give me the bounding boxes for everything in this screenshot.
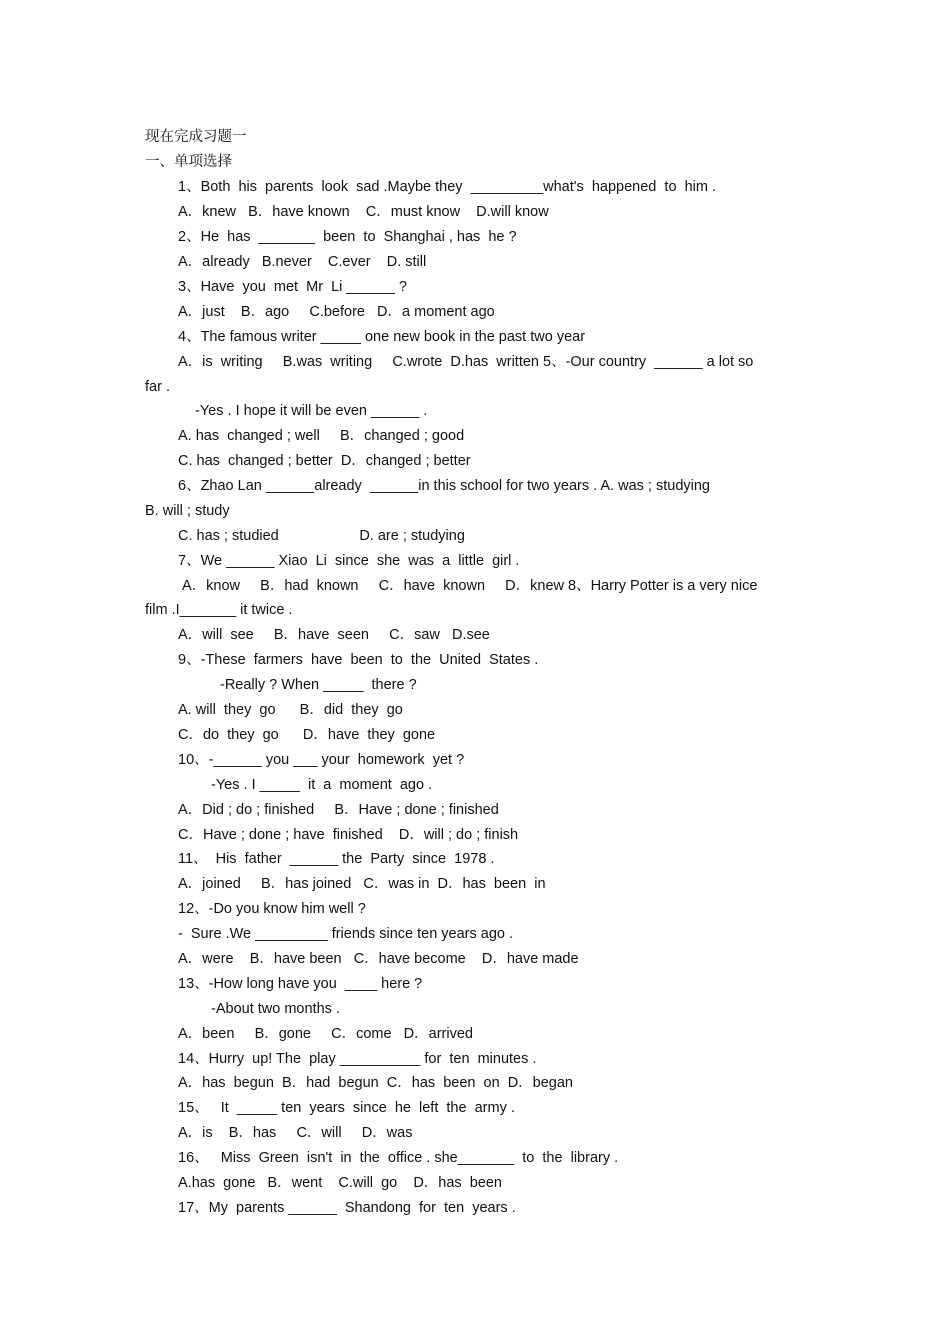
option-line: A．Did ; do ; finished B．Have ; done ; finished	[178, 802, 499, 818]
question-line: 14、Hurry up! The play __________ for ten minutes .	[178, 1051, 537, 1067]
question-line: 13、-How long have you ____ here ?	[178, 976, 423, 992]
option-line: A. will they go B．did they go	[178, 702, 403, 718]
section-heading: 一、单项选择	[145, 154, 232, 170]
option-line: C．Have ; done ; have finished D．will ; do ; finish	[178, 827, 519, 843]
option-line: A. has changed ; well B．changed ; good	[178, 428, 465, 444]
option-line: A．will see B．have seen C．saw D.see	[178, 627, 490, 643]
question-line: 2、He has _______ been to Shanghai , has he ?	[178, 229, 517, 245]
question-line: 15、 It _____ ten years since he left the army .	[178, 1100, 515, 1116]
question-line: 17、My parents ______ Shandong for ten years .	[178, 1200, 516, 1216]
continuation-line: far .	[145, 379, 170, 395]
option-line: B. will ; study	[145, 503, 230, 519]
dialogue-line: -Really ? When _____ there ?	[220, 677, 417, 693]
option-line: A．been B．gone C．come D．arrived	[178, 1026, 473, 1042]
question-line: 4、The famous writer _____ one new book in the past two year	[178, 329, 586, 345]
question-line: 6、Zhao Lan ______already ______in this school for two years . A. was ; studying	[178, 478, 710, 494]
option-line: C. has ; studied D. are ; studying	[178, 528, 465, 544]
dialogue-line: -About two months .	[211, 1001, 340, 1017]
option-line: A．has begun B．had begun C．has been on D．began	[178, 1075, 573, 1091]
option-line: A.has gone B．went C.will go D．has been	[178, 1175, 502, 1191]
option-line: A．knew B．have known C．must know D.will know	[178, 204, 549, 220]
dialogue-line: -Yes . I _____ it a moment ago .	[211, 777, 433, 793]
question-line: 7、We ______ Xiao Li since she was a little girl .	[178, 553, 520, 569]
option-line: A．were B．have been C．have become D．have made	[178, 951, 579, 967]
question-line: 12、-Do you know him well ?	[178, 901, 366, 917]
option-line: A．joined B．has joined C．was in D．has been in	[178, 876, 546, 892]
question-line: 1、Both his parents look sad .Maybe they _________what's happened to him .	[178, 179, 716, 195]
question-line: 9、-These farmers have been to the United States .	[178, 652, 539, 668]
option-line: A．is writing B.was writing C.wrote D.has written 5、-Our country ______ a lot so	[178, 354, 754, 370]
question-line: 3、Have you met Mr Li ______ ?	[178, 279, 407, 295]
option-line: A．know B．had known C．have known D．knew 8、Harry Potter is a very nice	[182, 578, 758, 594]
option-line: A．already B.never C.ever D. still	[178, 254, 427, 270]
document-title: 现在完成习题一	[145, 129, 247, 145]
question-line: 11、 His father ______ the Party since 1978 .	[178, 851, 495, 867]
dialogue-line: -Yes . I hope it will be even ______ .	[195, 403, 428, 419]
option-line: A．is B．has C．will D．was	[178, 1125, 413, 1141]
option-line: C．do they go D．have they gone	[178, 727, 436, 743]
question-line: 10、-______ you ___ your homework yet ?	[178, 752, 465, 768]
option-line: A．just B．ago C.before D．a moment ago	[178, 304, 495, 320]
continuation-line: film .I_______ it twice .	[145, 602, 293, 618]
dialogue-line: - Sure .We _________ friends since ten years ago .	[178, 926, 514, 942]
question-line: 16、 Miss Green isn't in the office . she_______ to the library .	[178, 1150, 619, 1166]
option-line: C. has changed ; better D．changed ; better	[178, 453, 471, 469]
